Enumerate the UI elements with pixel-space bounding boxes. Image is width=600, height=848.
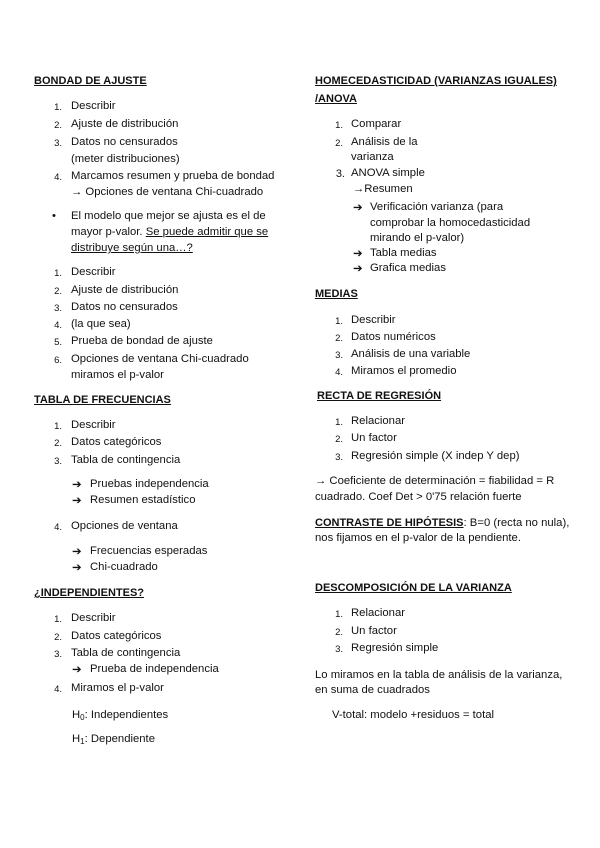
list-number: 5. — [54, 337, 62, 348]
list-number: 2. — [335, 333, 343, 344]
list-number: 4. — [335, 367, 343, 378]
list-item: Ajuste de distribución — [71, 118, 179, 130]
list-number: 1. — [335, 417, 343, 428]
resumen-arrow: →Resumen — [353, 183, 413, 195]
regresion-title: RECTA DE REGRESIÓN — [317, 390, 442, 402]
bullet-text: mayor p-valor. Se puede admitir que se — [71, 226, 269, 238]
arrow-icon: ➔ — [72, 562, 82, 574]
list-item: Relacionar — [351, 607, 406, 619]
list-number: 3. — [54, 138, 62, 149]
list-number: 4. — [54, 172, 62, 183]
coef-text: cuadrado. Coef Det > 0'75 relación fuerte — [315, 491, 522, 503]
descomposicion-title: DESCOMPOSICIÓN DE LA VARIANZA — [315, 582, 512, 594]
arrow-item: Grafica medias — [370, 262, 446, 274]
arrow-icon: ➔ — [353, 263, 363, 275]
list-number: 1. — [335, 609, 343, 620]
list-number: 2. — [54, 632, 62, 643]
list-item: Opciones de ventana — [71, 520, 178, 532]
bondad-title: BONDAD DE AJUSTE — [34, 75, 147, 87]
list-number: 3. — [54, 649, 62, 660]
bullet-icon: • — [52, 210, 56, 222]
list-item: Análisis de la — [351, 136, 418, 148]
list-item: Tabla de contingencia — [71, 454, 181, 466]
list-number: 2. — [54, 120, 62, 131]
list-item: varianza — [351, 151, 394, 163]
list-number: 6. — [54, 355, 62, 366]
list-item: Describir — [71, 266, 116, 278]
list-number: 3. — [335, 168, 345, 180]
list-item: Comparar — [351, 118, 402, 130]
list-item: → Opciones de ventana Chi-cuadrado — [71, 186, 264, 198]
coef-text: → Coeficiente de determinación = fiabilidad = R — [315, 475, 555, 487]
hypothesis-h0: $H_0$: Independientes — [72, 709, 169, 722]
list-item: Un factor — [351, 432, 397, 444]
arrow-item: Tabla medias — [370, 247, 437, 259]
arrow-item: Prueba de independencia — [90, 663, 219, 675]
list-item: Datos categóricos — [71, 630, 162, 642]
list-number: 1. — [54, 268, 62, 279]
list-number: 4. — [54, 684, 62, 695]
list-item: Relacionar — [351, 415, 406, 427]
list-number: 2. — [54, 286, 62, 297]
arrow-item: mirando el p-valor) — [370, 232, 465, 244]
list-item: Regresión simple — [351, 642, 439, 654]
list-number: 2. — [54, 438, 62, 449]
list-number: 3. — [54, 303, 62, 314]
arrow-icon: ➔ — [72, 479, 82, 491]
list-item: Prueba de bondad de ajuste — [71, 335, 213, 347]
list-item: Marcamos resumen y prueba de bondad — [71, 170, 275, 182]
list-item: Describir — [351, 314, 396, 326]
frecuencias-title: TABLA DE FRECUENCIAS — [34, 394, 171, 406]
list-number: 4. — [54, 320, 62, 331]
homocedasticidad-title: HOMECEDASTICIDAD (VARIANZAS IGUALES) — [315, 75, 557, 87]
list-item: Datos categóricos — [71, 436, 162, 448]
list-item: ANOVA simple — [351, 167, 425, 179]
list-item: (la que sea) — [71, 318, 131, 330]
anova-title: /ANOVA — [315, 93, 357, 105]
list-item: miramos el p-valor — [71, 369, 164, 381]
bullet-text: El modelo que mejor se ajusta es el de — [71, 210, 266, 222]
list-number: 1. — [335, 120, 343, 131]
list-item: Datos numéricos — [351, 331, 436, 343]
descomp-text: en suma de cuadrados — [315, 684, 430, 696]
list-number: 1. — [54, 614, 62, 625]
arrow-item: Frecuencias esperadas — [90, 545, 208, 557]
arrow-icon: ➔ — [72, 495, 82, 507]
arrow-item: Resumen estadístico — [90, 494, 196, 506]
hypothesis-h1: $H_1$: Dependiente — [72, 733, 155, 746]
arrow-item: comprobar la homocedasticidad — [370, 217, 531, 229]
list-item: Regresión simple (X indep Y dep) — [351, 450, 520, 462]
medias-title: MEDIAS — [315, 288, 358, 300]
list-item: Describir — [71, 612, 116, 624]
arrow-icon: ➔ — [353, 248, 363, 260]
list-number: 1. — [335, 316, 343, 327]
list-number: 3. — [54, 456, 62, 467]
arrow-item: Pruebas independencia — [90, 478, 209, 490]
arrow-icon: ➔ — [72, 546, 82, 558]
arrow-icon: ➔ — [72, 664, 82, 676]
list-item: Datos no censurados — [71, 301, 178, 313]
list-number: 1. — [54, 102, 62, 113]
arrow-item: Chi-cuadrado — [90, 561, 158, 573]
list-item: Describir — [71, 419, 116, 431]
contraste-title: CONTRASTE DE HIPÓTESIS — [315, 517, 464, 529]
list-number: 4. — [54, 522, 62, 533]
list-item: (meter distribuciones) — [71, 153, 180, 165]
list-item: Datos no censurados — [71, 136, 178, 148]
descomp-text: Lo miramos en la tabla de análisis de la varianza, — [315, 669, 563, 681]
list-item: Opciones de ventana Chi-cuadrado — [71, 353, 249, 365]
arrow-icon: ➔ — [353, 202, 363, 214]
list-item: Miramos el p-valor — [71, 682, 164, 694]
independientes-title: ¿INDEPENDIENTES? — [34, 587, 145, 599]
list-number: 3. — [335, 644, 343, 655]
list-number: 2. — [335, 138, 343, 149]
list-number: 2. — [335, 627, 343, 638]
contraste-text: nos fijamos en el p-valor de la pendiente. — [315, 532, 521, 544]
list-number: 2. — [335, 434, 343, 445]
list-item: Análisis de una variable — [351, 348, 471, 360]
variance-formula: V-total: modelo +residuos = total — [332, 709, 495, 721]
arrow-item: Verificación varianza (para — [370, 201, 504, 213]
list-number: 3. — [335, 452, 343, 463]
list-item: Miramos el promedio — [351, 365, 457, 377]
list-item: Un factor — [351, 625, 397, 637]
list-item: Describir — [71, 100, 116, 112]
list-item: Ajuste de distribución — [71, 284, 179, 296]
list-number: 3. — [335, 350, 343, 361]
list-item: Tabla de contingencia — [71, 647, 181, 659]
bullet-text: distribuye según una…? — [71, 242, 193, 254]
contraste-line: CONTRASTE DE HIPÓTESIS: B=0 (recta no nula), — [315, 517, 570, 529]
list-number: 1. — [54, 421, 62, 432]
